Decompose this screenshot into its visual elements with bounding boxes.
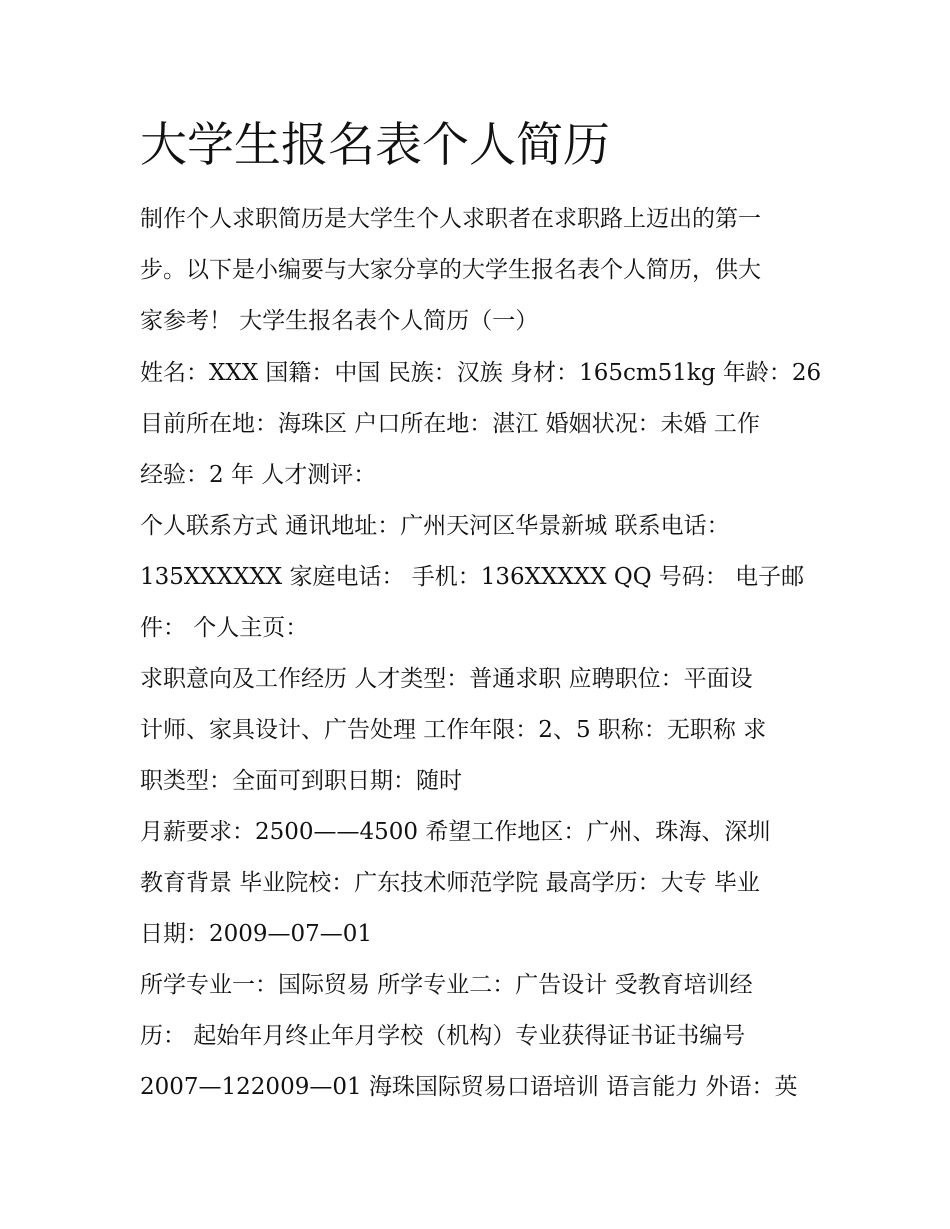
paragraph-line: 所学专业一：国际贸易 所学专业二：广告设计 受教育培训经 xyxy=(140,972,753,998)
paragraph-line: 家参考！ 大学生报名表个人简历（一） xyxy=(140,308,539,334)
paragraph-line: 件： 个人主页： xyxy=(140,615,309,641)
paragraph-line: 日期：2009—07—01 xyxy=(140,921,373,947)
paragraph-line: 2007—122009—01 海珠国际贸易口语培训 语言能力 外语：英 xyxy=(140,1074,798,1100)
paragraph-line: 职类型：全面可到职日期：随时 xyxy=(140,768,462,794)
paragraph-line: 个人联系方式 通讯地址：广州天河区华景新城 联系电话： xyxy=(140,513,730,539)
paragraph-line: 姓名：XXX 国籍：中国 民族：汉族 身材：165cm51kg 年龄：26 xyxy=(140,360,822,386)
paragraph-line: 求职意向及工作经历 人才类型：普通求职 应聘职位：平面设 xyxy=(140,666,753,692)
paragraph-line: 计师、家具设计、广告处理 工作年限：2、5 职称：无职称 求 xyxy=(140,717,767,743)
paragraph-line: 步。以下是小编要与大家分享的大学生报名表个人简历，供大 xyxy=(140,257,761,283)
paragraph-line: 历： 起始年月终止年月学校（机构）专业获得证书证书编号 xyxy=(140,1023,746,1049)
paragraph-line: 制作个人求职简历是大学生个人求职者在求职路上迈出的第一 xyxy=(140,206,761,232)
paragraph-line: 教育背景 毕业院校：广东技术师范学院 最高学历：大专 毕业 xyxy=(140,870,760,896)
paragraph-line: 135XXXXXX 家庭电话： 手机：136XXXXX QQ 号码： 电子邮 xyxy=(140,564,805,590)
paragraph-line: 月薪要求：2500——4500 希望工作地区：广州、珠海、深圳 xyxy=(140,819,771,845)
document-title: 大学生报名表个人简历 xyxy=(140,118,610,173)
paragraph-line: 经验：2 年 人才测评： xyxy=(140,462,377,488)
paragraph-line: 目前所在地：海珠区 户口所在地：湛江 婚姻状况：未婚 工作 xyxy=(140,411,760,437)
